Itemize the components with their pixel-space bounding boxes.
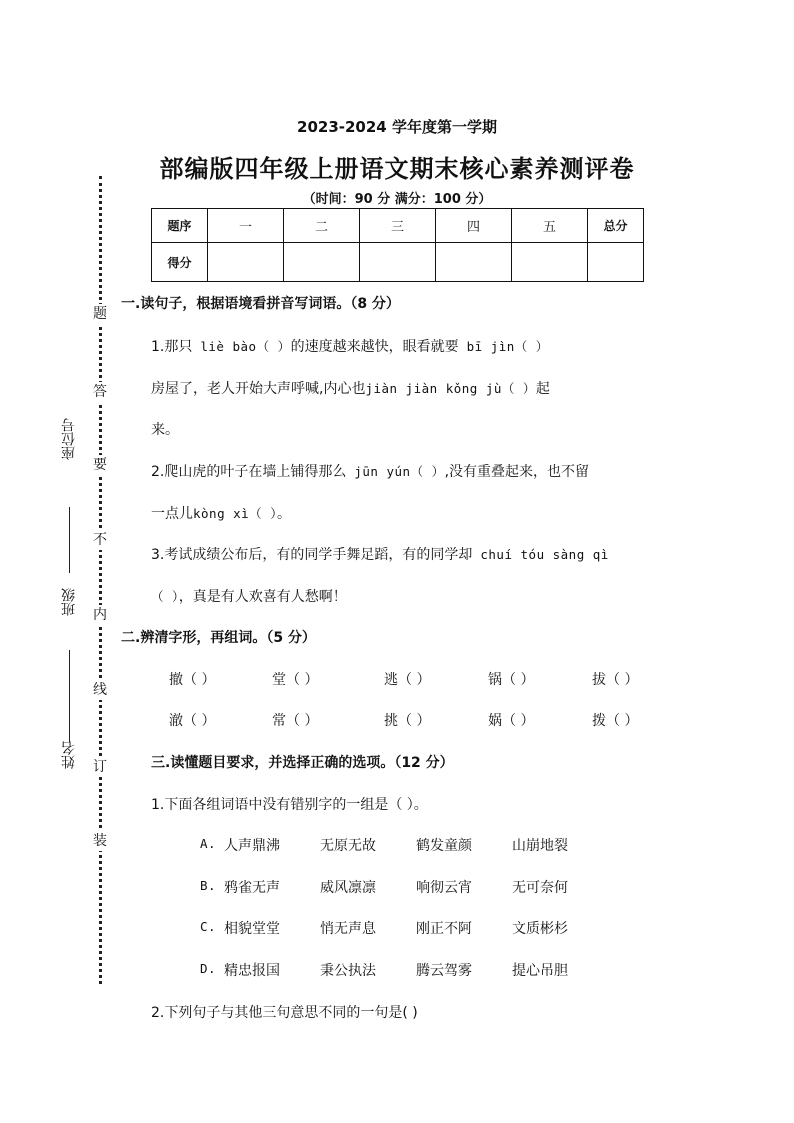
binding-char: 答: [88, 382, 112, 402]
question-line: [151, 461, 589, 481]
option-row-d[interactable]: [0, 960, 794, 980]
year-term: 2023-2024 学年度第一学期: [297, 118, 497, 136]
binding-char: 线: [88, 680, 112, 700]
word-item: 堂（ ）: [272, 672, 319, 688]
option-word: 人声鼎沸: [224, 838, 280, 854]
option-letter: C.: [200, 919, 217, 934]
seat-class-fill-line: [69, 507, 70, 573]
pinyin: kòng xì（ ）: [193, 506, 277, 521]
word-item: 娲（ ）: [488, 713, 535, 729]
option-word: 响彻云宵: [416, 880, 472, 896]
pinyin: jiàn jiàn kǒng jù（ ）: [365, 381, 536, 396]
text: 2.爬山虎的叶子在墙上铺得那么: [151, 464, 347, 480]
word-row-1: [0, 669, 794, 689]
option-word: 秉公执法: [320, 963, 376, 979]
pinyin: bī jìn（ ）: [458, 339, 549, 354]
text: 的速度越来越快，眼看就要: [290, 339, 459, 355]
option-word: 无可奈何: [512, 880, 568, 896]
section2-heading: 二.辨清字形，再组词。（5 分）: [121, 630, 316, 646]
pinyin: chuí tóu sàng qì: [472, 547, 609, 562]
section3-heading: 三.读懂题目要求，并选择正确的选项。（12 分）: [151, 755, 454, 771]
text: 1.那只: [151, 339, 193, 355]
option-word: 提心吊胆: [512, 963, 568, 979]
score-header-cell: 五: [512, 209, 588, 243]
option-word: 无原无故: [320, 838, 376, 854]
question-line: [151, 503, 291, 523]
text: 一点儿: [151, 506, 193, 522]
binding-char: 装: [88, 831, 112, 851]
score-cell[interactable]: [360, 243, 436, 282]
class-label: 班级: [61, 588, 77, 616]
word-row-2: [0, 710, 794, 730]
option-letter: A.: [200, 836, 217, 851]
word-item: 澈（ ）: [169, 713, 216, 729]
text: 3.考试成绩公布后，有的同学手舞足蹈，有的同学却: [151, 547, 473, 563]
score-row-label: 得分: [152, 243, 208, 282]
word-item: 拔（ ）: [592, 672, 639, 688]
score-header-cell: 一: [208, 209, 284, 243]
score-header-cell: 三: [360, 209, 436, 243]
option-word: 文质彬杉: [512, 921, 568, 937]
pinyin: liè bào（ ）: [192, 339, 291, 354]
word-item: 撤（ ）: [169, 672, 216, 688]
score-cell[interactable]: [208, 243, 284, 282]
question-line: [151, 378, 550, 398]
option-word: 相貌堂堂: [224, 921, 280, 937]
text: 起: [535, 381, 550, 397]
binding-char: 内: [88, 605, 112, 625]
option-row-b[interactable]: [0, 877, 794, 897]
exam-subtitle: （时间：90 分 满分：100 分）: [302, 192, 492, 207]
option-row-c[interactable]: [0, 918, 794, 938]
binding-dotted-line: [99, 176, 102, 984]
option-letter: D.: [200, 961, 217, 976]
score-header-cell: 二: [284, 209, 360, 243]
text: 房屋了，老人开始大声呼喊,内心也: [151, 381, 366, 397]
pinyin: jūn yún（ ）: [346, 464, 445, 479]
name-label: 姓名: [61, 741, 77, 769]
option-word: 腾云驾雾: [416, 963, 472, 979]
question-line: [151, 544, 609, 564]
seat-number-label: 座位号: [61, 418, 77, 460]
option-word: 鸦雀无声: [224, 880, 280, 896]
option-word: 威风凛凛: [320, 880, 376, 896]
score-header-cell: 题序: [152, 209, 208, 243]
score-cell[interactable]: [588, 243, 644, 282]
score-cell[interactable]: [436, 243, 512, 282]
score-header-cell: 四: [436, 209, 512, 243]
binding-char: 订: [88, 757, 112, 777]
exam-title: 部编版四年级上册语文期末核心素养测评卷: [159, 155, 635, 183]
word-item: 挑（ ）: [384, 713, 431, 729]
score-cell[interactable]: [512, 243, 588, 282]
question-line: [151, 586, 347, 606]
binding-char: 题: [88, 304, 112, 324]
pinyin: （ ）: [151, 589, 179, 604]
section1-heading: 一.读句子，根据语境看拼音写词语。（8 分）: [121, 296, 400, 312]
option-word: 山崩地裂: [512, 838, 568, 854]
text: 。: [276, 506, 291, 522]
text: 来。: [151, 422, 179, 438]
word-item: 锅（ ）: [488, 672, 535, 688]
text: ,没有重叠起来，也不留: [444, 464, 590, 480]
word-item: 常（ ）: [272, 713, 319, 729]
score-table: [151, 208, 644, 282]
word-item: 逃（ ）: [384, 672, 431, 688]
question-1: 1.下面各组词语中没有错别字的一组是（ ）。: [151, 797, 428, 813]
text: ，真是有人欢喜有人愁啊！: [178, 589, 347, 605]
option-word: 鹤发童颜: [416, 838, 472, 854]
score-header-cell: 总分: [588, 209, 644, 243]
option-word: 刚正不阿: [416, 921, 472, 937]
score-cell[interactable]: [284, 243, 360, 282]
question-2: 2.下列句子与其他三句意思不同的一句是( ): [151, 1005, 418, 1021]
binding-char: 要: [88, 455, 112, 475]
binding-char: 不: [88, 530, 112, 550]
word-item: 拨（ ）: [592, 713, 639, 729]
option-row-a[interactable]: [0, 835, 794, 855]
option-word: 精忠报国: [224, 963, 280, 979]
option-letter: B.: [200, 878, 217, 893]
option-word: 悄无声息: [320, 921, 376, 937]
question-line: [151, 419, 179, 439]
question-line: [151, 336, 549, 356]
